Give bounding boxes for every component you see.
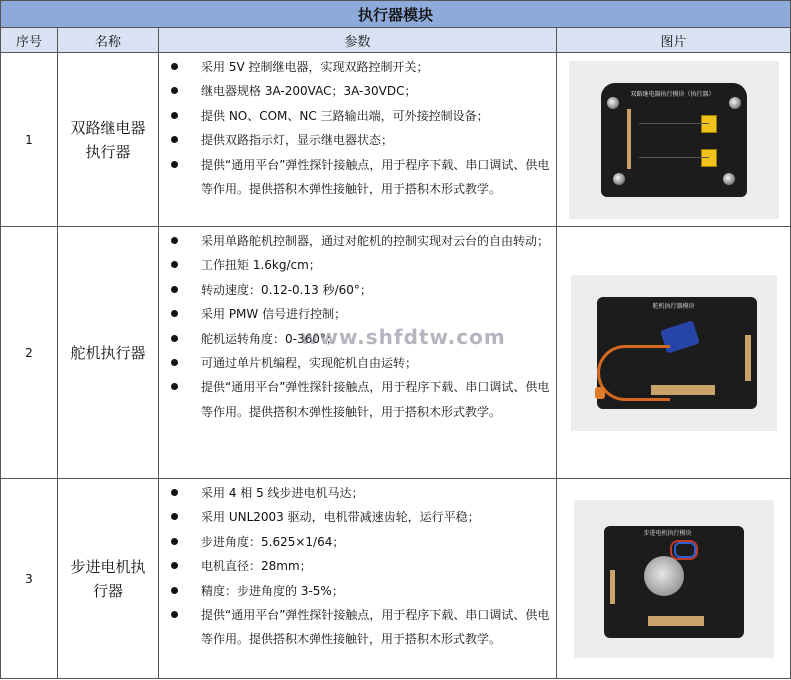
header-image: 图片 [557,28,791,53]
param-item: 提供“通用平台”弹性探针接触点，用于程序下载、串口调试、供电等作用。提供搭积木弹性接触针，用于搭积木形式教学。 [163,603,552,652]
row-params [159,227,557,479]
header-index: 序号 [1,28,58,53]
board-label: 舵机执行器模块 [652,302,695,310]
param-item: 继电器规格 3A-200VAC；3A-30VDC； [163,79,552,103]
param-item: 提供双路指示灯，显示继电器状态； [163,128,552,152]
row-params [159,479,557,679]
row-index: 2 [1,227,58,479]
table-title: 执行器模块 [1,1,791,28]
row-image-cell [557,479,791,679]
param-item: 转动速度：0.12-0.13 秒/60°； [163,278,552,302]
param-item: 提供“通用平台”弹性探针接触点，用于程序下载、串口调试、供电等作用。提供搭积木弹性接触针，用于搭积木形式教学。 [163,153,552,202]
row-name: 双路继电器执行器 [58,53,159,227]
header-params: 参数 [159,28,557,53]
param-item: 工作扭矩 1.6kg/cm； [163,253,552,277]
row-params [159,53,557,227]
relay-board-photo [569,61,779,219]
param-item: 提供“通用平台”弹性探针接触点，用于程序下载、串口调试、供电等作用。提供搭积木弹性接触针，用于搭积木形式教学。 [163,375,552,424]
param-item: 采用 UNL2003 驱动，电机带减速齿轮，运行平稳； [163,505,552,529]
table-row [1,479,791,679]
table-row [1,53,791,227]
param-item: 步进角度：5.625×1/64； [163,530,552,554]
watermark: www.shfdtw.com [300,325,506,349]
param-item: 可通过单片机编程，实现舵机自由运转； [163,351,552,375]
param-item: 精度：步进角度的 3-5%； [163,579,552,603]
row-index: 1 [1,53,58,227]
header-name: 名称 [58,28,159,53]
param-item: 采用单路舵机控制器，通过对舵机的控制实现对云台的自由转动； [163,229,552,253]
param-item: 电机直径：28mm； [163,554,552,578]
board-label: 步进电机执行模块 [643,529,692,537]
row-index: 3 [1,479,58,679]
row-name: 舵机执行器 [58,227,159,479]
param-item: 提供 NO、COM、NC 三路输出端，可外接控制设备； [163,104,552,128]
param-item: 舵机运转角度：0-360°； [163,327,552,351]
param-item: 采用 4 相 5 线步进电机马达； [163,481,552,505]
row-name: 步进电机执行器 [58,479,159,679]
board-label: 双路继电器执行模块（执行器） [630,90,715,98]
servo-board-photo [571,275,777,431]
stepper-board-photo [574,500,774,658]
table-row [1,227,791,479]
row-image-cell [557,53,791,227]
param-item: 采用 PMW 信号进行控制； [163,302,552,326]
param-item: 采用 5V 控制继电器，实现双路控制开关； [163,55,552,79]
row-image-cell [557,227,791,479]
